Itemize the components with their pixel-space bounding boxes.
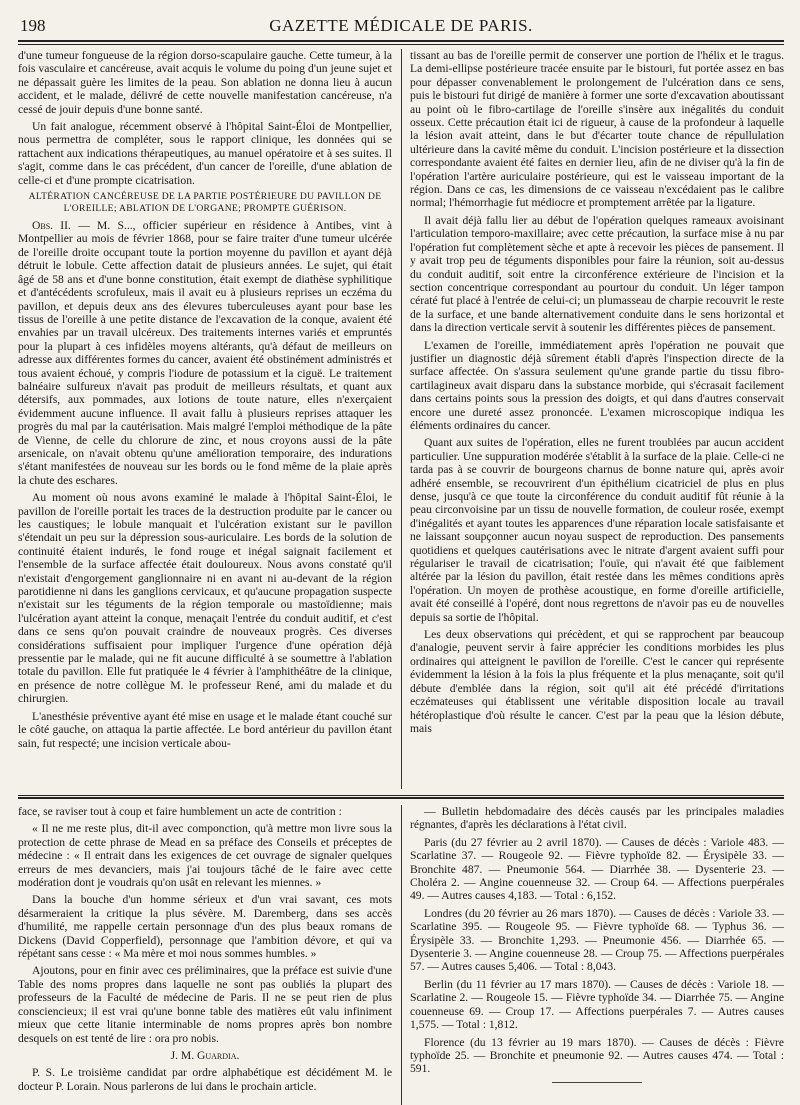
observation-title: ALTÉRATION CANCÉREUSE DE LA PARTIE POSTÉRIEURE DU PAVILLON DE L'OREILLE; ABLATION DE L'ORGANE; PROMPTE GUÉRISON. xyxy=(28,191,382,215)
article-paragraph: Les deux observations qui précèdent, et qui se rapprochent par beaucoup d'analogie, peuvent servir à faire apprécier les conditions morbides les plus ordinaires qui atteignent le pavillon de l'oreille. C'est le cancer qui représente évidemment la lésion à la fois la plus fréquente et la plus menaçante, soit qu'il débute d'emblée dans la région, soit qu'il ait été précédé d'irritations eczémateuses qui établissent une véritable disposition locale au travail hétéroplastique d'où résulte le cancer. C'est par la peau que la lésion débute, mais xyxy=(410,628,784,735)
bulletin-column xyxy=(410,805,784,1105)
feuilleton-paragraph: Ajoutons, pour en finir avec ces préliminaires, que la préface est suivie d'une Table des noms propres dans laquelle ne sont pas oubliés la plupart des professeurs de la Faculté de médecine de Paris. Il ne se peut rien de plus consciencieux; il est vrai qu'une bonne table des matières eût valu infiniment mieux que cette litanie interminable de noms propres après bon nombre desquels on est tenté de lire : ora pro nobis. xyxy=(18,964,392,1045)
observation-label: Obs. II. xyxy=(32,219,71,233)
article-left-column xyxy=(18,49,392,789)
bulletin-florence: Florence (du 13 février au 19 mars 1870). — Causes de décès : Fièvre typhoïde 25. — Bronchite et pneumonie 92. — Autres causes 474. — Total : 591. xyxy=(410,1035,784,1076)
section-rule xyxy=(18,795,784,799)
feuilleton-left-column xyxy=(18,805,392,1105)
page-number: 198 xyxy=(20,16,46,35)
observation-paragraph xyxy=(18,219,392,487)
feuilleton-section xyxy=(18,805,784,1105)
postscript: P. S. Le troisième candidat par ordre alphabétique est décidément M. le docteur P. Lorain. Nous parlerons de lui dans le prochain article. xyxy=(18,1066,392,1093)
article-paragraph: Quant aux suites de l'opération, elles ne furent troublées par aucun accident particulier. Une suppuration modérée s'établit à la surface de la plaie. Celle-ci ne tarda pas à se couvrir de bourgeons charnus de bonne nature qui, après avoir adhéré ensemble, se recouvrirent d'un épithélium cicatriciel de plus en plus dense, jusqu'à ce que toute la circonférence du conduit auditif fût réunie à la peau circonvoisine par un tissu de nouvelle formation, de couleur rosée, exempt d'inégalités et ayant toutes les apparences d'une réparation locale satisfaisante et ne laissant soupçonner aucun noyau suspect de reproduction. Des pansements quotidiens et quelques cautérisations avec le nitrate d'argent avaient suffi pour régulariser le travail de cicatrisation; l'ouïe, qui n'avait été que faiblement altérée par la lésion du pavillon, était restée dans les mêmes conditions après l'opération. Un moyen de prothèse acoustique, en forme d'oreille artificielle, avait été conseillé à l'opéré, dont nous regrettons de n'avoir pas eu de nouvelles depuis sa sortie de l'hôpital. xyxy=(410,436,784,624)
article-paragraph: L'examen de l'oreille, immédiatement après l'opération ne pouvait que justifier un diagnostic déjà sûrement établi d'après l'inspection directe de la surface affectée. On s'assura seulement qu'une grande partie du tissu fibro-cartilagineux avait disparu dans la substance morbide, qui s'écrasait facilement dans certains points sous la pression des doigts, et qui dans d'autres conservait encore une dureté assez prononcée. L'examen microscopique indiqua les éléments ordinaires du cancer. xyxy=(410,338,784,432)
article-paragraph: Au moment où nous avons examiné le malade à l'hôpital Saint-Éloi, le pavillon de l'oreille portait les traces de la destruction produite par le cancer ou les caustiques; le lobule manquait et l'ulcération existant sur le pavillon s'étendait un peu sur la dépression sous-auriculaire. Les bords de la solution de continuité étaient indurés, le fond rouge et inégal saignait facilement et l'ensemble de la surface affectée était douloureux. Nous avons constaté qu'il n'existait d'engorgement ganglionnaire ni en avant ni au-devant de la région parotidienne ni dans les ganglions cervicaux, et qu'aucune propagation suspecte n'existait sur les téguments de la région temporale ou mastoïdienne; mais l'ulcération ayant atteint la conque, menaçait l'entrée du conduit auditif, et c'est dans ce sens qu'on pouvait craindre de nouveaux progrès. Ces diverses considérations suffisaient pour impliquer l'urgence d'une opération déjà pressentie par le malade, qui ne fit aucune difficulté à se soumettre à l'ablation totale du pavillon. Elle fut pratiquée le 4 février à l'amphithéâtre de la clinique, en présence de notre collègue M. le professeur René, ami du malade et du chirurgien. xyxy=(18,491,392,706)
article-paragraph: Un fait analogue, récemment observé à l'hôpital Saint-Éloi de Montpellier, nous permettra de compléter, sous le rapport clinique, les données qui se rattachent aux indications thérapeutiques, au manuel opératoire et à ses suites. Il s'agit, comme dans le cas précédent, d'un cancer de l'oreille, d'une ablation de celle-ci et d'une prompte cicatrisation. xyxy=(18,120,392,187)
bulletin-intro: — Bulletin hebdomadaire des décès causés par les principales maladies régnantes, d'après les déclarations à l'état civil. xyxy=(410,805,784,832)
page-header xyxy=(18,14,784,38)
feuilleton-paragraph: Dans la bouche d'un homme sérieux et d'un vrai savant, ces mots désarmeraient la critique la plus sévère. M. Daremberg, dans ses accès d'humilité, me rappelle certain personnage d'un des plus beaux romans de Dickens (David Copperfield), personnage que l'ambition dévore, et qui va répétant sans cesse : « Ma mère et moi nous sommes humbles. » xyxy=(18,893,392,961)
bulletin-paris: Paris (du 27 février au 2 avril 1870). — Causes de décès : Variole 483. — Scarlatine 37. — Rougeole 92. — Fièvre typhoïde 82. — Érysipèle 33. — Bronchite 487. — Pneumonie 564. — Diarrhée 38. — Dysenterie 23. — Choléra 2. — Angine couenneuse 32. — Croup 64. — Affections puerpérales 49. — Autres causes 4,183. — Total : 6,152. xyxy=(410,835,784,903)
journal-title: GAZETTE MÉDICALE DE PARIS. xyxy=(269,16,533,35)
article-paragraph: tissant au bas de l'oreille permit de conserver une portion de l'hélix et le tragus. La demi-ellipse postérieure tracée ensuite par le bistouri, fut portée assez en bas pour dépasser convenablement le prolongement de l'ulcération dans ce sens, puis le bistouri fut dirigé de manière à former une sorte d'excavation aboutissant au point où le fibro-cartilage de l'oreille s'insère aux inégalités du conduit osseux. Cette précaution était ici de rigueur, à cause de la profondeur à laquelle la lésion avait atteint, dans le but d'écarter toute chance de répullulation ultérieure dans la cavité même du conduit. L'incision postérieure et la dissection correspondante avaient été faites en dernier lieu, afin de ne diviser qu'à la fin de l'opération l'artère auriculaire postérieure, qui est le vaisseau important de la région. Dans ce cas, les dimensions de ce vaisseau n'excédaient pas le calibre normal; l'hémorrhagie fut médiocre et promptement arrêtée par la ligature. xyxy=(410,49,784,210)
column-divider xyxy=(401,805,402,1105)
author-signature: J. M. Guardia. xyxy=(170,1048,240,1062)
feuilleton-paragraph: « Il ne me reste plus, dit-il avec componction, qu'à mettre mon livre sous la protection de cette phrase de Mead en sa préface des Conseils et préceptes de médecine : « Il entrait dans les exigences de cet ouvrage de signaler quelques erreurs de mes devanciers, mais j'ai toujours tâché de le faire avec cette modération dont je voudrais qu'on usât en relevant les miennes. » xyxy=(18,822,392,890)
observation-text: — M. S..., officier supérieur en résidence à Antibes, vint à Montpellier au mois de février 1868, pour se faire traiter d'une tumeur ulcérée de l'oreille droite occupant toute la portion moyenne du pavillon et ayant déjà détruit le lobule. Cette affection datait de plusieurs années. Le sujet, qui était âgé de 58 ans et d'une bonne constitution, était exempt de diathèse syphilitique et d'antécédents scrofuleux, mais il avait eu à plusieurs reprises un eczéma du pavillon, et depuis deux ans des élevures tuberculeuses ayant pour base les tissus de l'oreille à une petite distance de l'excavation de la conque, avaient été envahies par un travail ulcéreux. Des traitements internes variés et empruntés pour la plupart à ces infidèles moyens altérants, qu'à défaut de meilleurs on adresse aux différentes formes du cancer, avaient été obstinément administrés et tous avaient échoué, y compris l'iodure de potassium et la ciguë. Le traitement balnéaire sulfureux n'avait pas produit de meilleurs résultats, et quant aux détersifs, aux pommades, aux lotions de toute nature, elles n'exerçaient évidemment aucune influence. Il avait fallu à plusieurs reprises attaquer les progrès du mal par la cautérisation. Mais malgré l'emploi méthodique de la pâte de Vienne, de celle du chlorure de zinc, et nous croyons aussi de la pâte arsenicale, on n'avait obtenu qu'une amélioration temporaire, des indurations s'étant manifestées de nouveau sur les bords ou le fond même de la plaie après la chute des eschares. xyxy=(18,219,392,487)
article-section xyxy=(18,49,784,789)
end-rule xyxy=(552,1082,642,1083)
column-divider xyxy=(401,49,402,789)
article-paragraph: d'une tumeur fongueuse de la région dorso-scapulaire gauche. Cette tumeur, à la fois vasculaire et cancéreuse, avait acquis le volume du poing d'un jeune sujet et ne dépassait guère les limites de la peau. Son ablation ne donna lieu à aucun accident, et le malade, délivré de cette nouvelle manifestation cancéreuse, n'a cessé de jouir depuis d'une bonne santé. xyxy=(18,49,392,116)
bulletin-berlin: Berlin (du 11 février au 17 mars 1870). — Causes de décès : Variole 18. — Scarlatine 2. — Rougeole 15. — Fièvre typhoïde 34. — Diarrhée 75. — Angine couenneuse 69. — Croup 17. — Affections puerpérales 7. — Autres causes 1,575. — Total : 1,812. xyxy=(410,977,784,1032)
bulletin-londres: Londres (du 20 février au 26 mars 1870). — Causes de décès : Variole 33. — Scarlatine 395. — Rougeole 95. — Fièvre typhoïde 68. — Typhus 36. — Érysipèle 33. — Bronchite 1,293. — Pneumonie 456. — Diarrhée 65. — Dysenterie 3. — Angine couenneuse 28. — Croup 75. — Affections puerpérales 57. — Autres causes 5,406. — Total : 8,043. xyxy=(410,906,784,974)
article-right-column xyxy=(410,49,784,789)
article-paragraph: L'anesthésie préventive ayant été mise en usage et le malade étant couché sur le côté gauche, on attaqua la partie affectée. Le bord antérieur du pavillon étant sain, fut respecté; une incision verticale abou- xyxy=(18,709,392,750)
feuilleton-paragraph: face, se raviser tout à coup et faire humblement un acte de contrition : xyxy=(18,805,342,818)
article-paragraph: Il avait déjà fallu lier au début de l'opération quelques rameaux avoisinant l'articulation temporo-maxillaire; avec cette précaution, la surface mise à nu par l'opération fut complètement sèche et apte à recevoir les pièces de pansement. Il y avait trop peu de téguments disponibles pour faire la réunion, soit au-dessus du conduit auditif, soit entre la circonférence extérieure de l'incision et la section concentrique correspondant au pourtour du conduit. Un léger tampon cératé fut placé à l'entrée de celui-ci; un plumasseau de charpie recouvrit le reste de la surface, et une bande alternativement conduite dans le sens horizontal et dans la direction verticale servit à soutenir les différentes pièces de pansement. xyxy=(410,213,784,335)
newspaper-page xyxy=(18,14,784,1094)
header-rule xyxy=(18,40,784,45)
